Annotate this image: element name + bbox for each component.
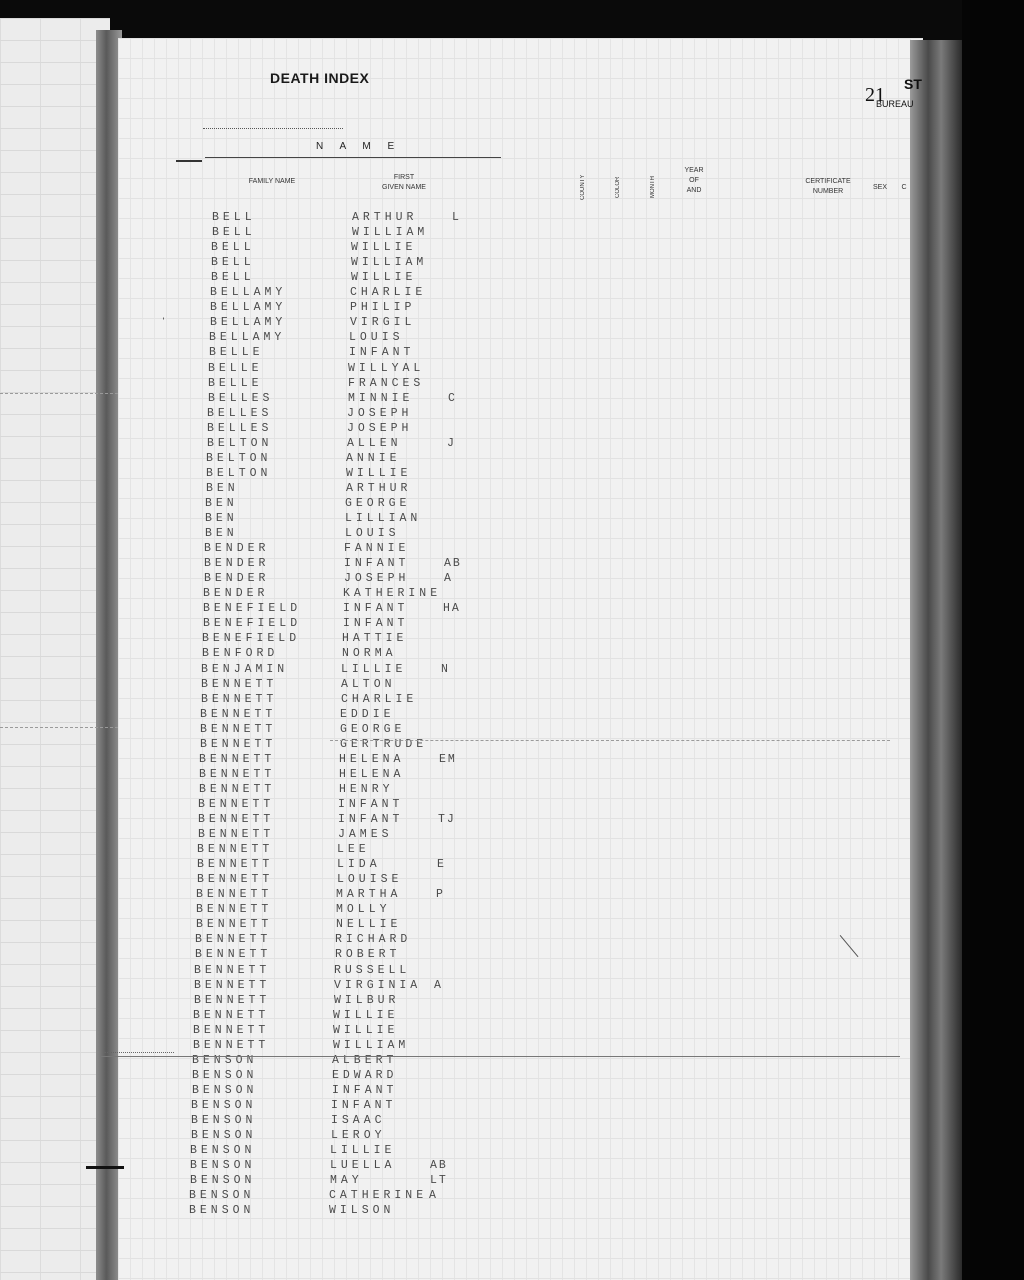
family-name-cell: BELL [212,226,256,240]
given-name-cell: CHARLIE [350,286,427,300]
given-name-cell: CATHERINE [329,1189,428,1203]
table-row [0,1204,900,1218]
table-row [0,407,900,421]
family-name-cell: BENNETT [196,888,273,902]
table-row [0,1159,900,1173]
table-row [0,512,900,526]
given-name-cell: EDWARD [332,1068,398,1082]
given-name-cell: KATHERINE [343,587,442,601]
given-name-cell: LEROY [331,1129,386,1143]
year-header [676,166,712,196]
family-name-cell: BENSON [190,1174,256,1188]
table-row [0,542,900,556]
family-name-cell: BELTON [206,466,272,480]
table-row [0,1099,900,1113]
given-name-cell: GERTRUDE [340,737,428,751]
table-row [0,1129,900,1143]
family-name-cell: BENSON [192,1083,258,1097]
certificate-header-line2: NUMBER [812,188,844,195]
initial-cell: L [452,211,461,224]
given-name-cell: MOLLY [336,903,391,917]
table-row [0,422,900,436]
initial-cell: A [429,1189,438,1203]
table-row [0,768,900,782]
family-name-cell: BENSON [192,1053,258,1067]
family-name-cell: BENNETT [193,1023,270,1037]
film-marker-bar [86,1166,124,1169]
family-name-cell: BENDER [204,557,270,571]
table-row [0,693,900,707]
given-name-cell: WILBUR [334,993,400,1007]
family-name-cell: BENNETT [197,858,274,872]
family-name-cell: BENNETT [197,873,274,887]
given-name-cell: MAY [330,1174,363,1188]
given-name-cell: INFANT [343,617,409,631]
table-row [0,331,900,345]
table-row [0,813,900,827]
family-name-cell: BENSON [191,1129,257,1143]
table-row [0,994,900,1008]
family-name-cell: BENDER [203,587,269,601]
given-name-cell: ALBERT [332,1053,398,1067]
table-row [0,1039,900,1053]
family-name-cell: BELLAMY [210,316,287,330]
family-name-cell: BENDER [204,572,270,586]
given-name-cell: WILLIE [351,271,417,285]
certificate-number-header [790,177,866,197]
family-name-cell: BEN [205,496,238,510]
family-name-cell: BELLAMY [209,331,286,345]
family-name-cell: BENSON [190,1159,256,1173]
family-name-cell: BELLAMY [210,286,287,300]
table-row [0,467,900,481]
month-header: MONTH [650,176,656,198]
given-name-cell: HELENA [339,752,405,766]
table-row [0,948,900,962]
given-name-cell: MARTHA [336,888,402,902]
header-rule [205,157,501,158]
table-row [0,286,900,300]
family-name-cell: BENNETT [201,692,278,706]
table-row [0,241,900,255]
family-name-cell: BENNETT [195,948,272,962]
table-row [0,587,900,601]
table-row [0,678,900,692]
given-name-cell: GEORGE [340,722,406,736]
given-name-cell: VIRGINIA [334,978,422,992]
given-name-cell: ANNIE [346,451,401,465]
given-name-cell: HELENA [339,767,405,781]
family-name-cell: BENNETT [200,737,277,751]
family-name-cell: BENSON [191,1114,257,1127]
family-name-cell: BENDER [204,542,270,556]
family-name-cell: BENNETT [199,752,276,766]
given-name-cell: INFANT [343,602,409,616]
given-name-cell: LILLIAN [345,512,422,525]
given-name-cell: JOSEPH [347,421,413,435]
family-name-cell: BENSON [189,1204,255,1218]
corner-text-st: ST [904,76,922,92]
table-row [0,798,900,812]
page-fold-line [0,393,118,394]
table-row [0,753,900,767]
given-name-cell: VIRGIL [350,316,416,330]
given-name-cell: ALTON [341,677,396,691]
table-row [0,557,900,571]
given-name-cell: RICHARD [335,933,412,947]
table-row [0,873,900,887]
given-name-cell: GEORGE [345,496,411,510]
first-header-line2: GIVEN NAME [382,184,426,191]
given-name-cell: LUELLA [330,1159,396,1173]
family-name-cell: BENJAMIN [201,662,289,676]
family-name-cell: BEN [205,527,238,541]
given-name-cell: INFANT [338,797,404,811]
given-name-cell: WILLIE [351,241,417,255]
initial-cell: A [434,978,443,992]
family-name-cell: BELLE [209,346,264,360]
family-name-cell: BENSON [190,1144,256,1158]
family-name-cell: BENNETT [194,963,271,977]
given-name-cell: LIDA [337,858,381,872]
family-name-cell: BELL [212,211,256,224]
family-name-cell: BENNETT [201,677,278,691]
given-name-cell: WILLIAM [352,226,429,240]
c-header: C [901,184,907,191]
given-name-cell: JOSEPH [347,406,413,420]
family-name-cell: BELL [211,241,255,255]
page-number: 21 [865,84,885,106]
family-name-cell: BENNETT [196,903,273,917]
table-row [0,437,900,451]
table-row [0,918,900,932]
table-row [0,1069,900,1083]
family-name-cell: BELLAMY [210,301,287,315]
certificate-header-line1: CERTIFICATE [805,178,851,185]
table-row [0,602,900,616]
family-name-cell: BENNETT [199,767,276,781]
given-name-cell: ALLEN [347,436,402,450]
initial-cell: E [437,858,446,872]
family-name-cell: BENFORD [202,647,279,661]
initial-cell: TJ [438,813,456,826]
given-name-cell: LILLIE [341,662,407,676]
table-row [0,497,900,511]
page-title: DEATH INDEX [270,70,370,86]
table-row [0,301,900,315]
given-name-cell: LOUIS [345,527,400,541]
initial-cell: C [448,391,457,405]
table-row [0,527,900,541]
table-row [0,482,900,496]
film-border-right [962,0,1024,1280]
family-name-cell: BENNETT [198,797,275,811]
table-row [0,1174,900,1188]
table-row [0,964,900,978]
given-name-cell: ROBERT [335,948,401,962]
given-name-cell: INFANT [338,813,404,826]
table-row [0,1009,900,1023]
family-name-cell: BELL [211,271,255,285]
table-row [0,663,900,677]
table-row [0,211,900,225]
family-name-cell: BENSON [189,1189,255,1203]
table-row [0,888,900,902]
given-name-cell: ARTHUR [352,211,418,224]
table-row [0,708,900,722]
table-row [0,1114,900,1128]
family-name-cell: BELTON [207,436,273,450]
given-name-cell: ARTHUR [346,481,412,495]
ruled-line [330,740,890,741]
given-name-cell: HENRY [339,782,394,796]
family-name-cell: BENSON [191,1098,257,1112]
family-name-cell: BENEFIELD [203,617,302,631]
initial-cell: P [436,888,445,902]
table-row [0,226,900,240]
given-name-cell: WILLIAM [351,256,428,270]
given-name-cell: INFANT [332,1083,398,1097]
header-tick [176,160,202,162]
initial-cell: N [441,662,450,676]
initial-cell: HA [443,602,461,616]
family-name-cell: BELL [211,256,255,270]
given-name-cell: CHARLIE [341,692,418,706]
given-name-cell: LEE [337,843,370,857]
table-row [0,647,900,661]
table-row [0,858,900,872]
table-row [0,903,900,917]
given-name-cell: WILSON [329,1204,395,1218]
family-name-cell: BENNETT [194,993,271,1007]
table-row [0,572,900,586]
table-row [0,1144,900,1158]
table-row [0,346,900,360]
family-name-cell: BENNETT [196,918,273,932]
family-name-cell: BENEFIELD [202,632,301,646]
given-name-cell: WILLYAL [348,361,425,375]
family-name-header: FAMILY NAME [248,178,296,185]
family-name-cell: BELLES [207,406,273,420]
table-row [0,933,900,947]
family-name-cell: BEN [206,481,239,495]
table-row [0,316,900,330]
initial-cell: AB [430,1159,448,1173]
family-name-cell: BENNETT [199,782,276,796]
family-name-cell: BENSON [192,1068,258,1082]
initial-cell: J [447,436,456,450]
given-name-cell: ISAAC [331,1114,386,1127]
given-name-cell: NORMA [342,647,397,661]
year-header-line1: YEAR [684,167,704,174]
family-name-cell: BEN [205,512,238,525]
table-row [0,271,900,285]
given-name-cell: MINNIE [348,391,414,405]
form-note-line [203,128,343,133]
family-name-cell: BELLES [207,421,273,435]
initial-cell: LT [430,1174,448,1188]
given-name-cell: WILLIE [333,1008,399,1022]
table-row [0,392,900,406]
given-name-cell: INFANT [349,346,415,360]
first-given-name-header [368,173,440,193]
initial-cell: AB [444,557,462,571]
family-name-cell: BENNETT [200,707,277,721]
given-name-cell: WILLIAM [333,1038,410,1052]
table-row [0,723,900,737]
given-name-cell: EDDIE [340,707,395,721]
family-name-cell: BELLE [208,361,263,375]
name-group-header: N A M E [316,141,402,152]
table-row [0,362,900,376]
year-header-line2: OF [689,177,699,184]
table-row [0,1189,900,1203]
sex-header: SEX [872,184,887,191]
section-rule [100,1056,900,1057]
given-name-cell: INFANT [344,557,410,571]
given-name-cell: FANNIE [344,542,410,556]
family-name-cell: BENNETT [200,722,277,736]
given-name-cell: FRANCES [348,376,425,390]
table-row [0,828,900,842]
initial-cell: EM [439,752,457,766]
given-name-cell: NELLIE [336,918,402,932]
family-name-cell: BENNETT [195,933,272,947]
given-name-cell: LILLIE [330,1144,396,1158]
right-page-edge [910,40,962,1280]
corner-text-bureau: BUREAU [876,99,914,109]
family-name-cell: BENNETT [193,1008,270,1022]
handwritten-note-mark [104,1052,174,1053]
table-row [0,783,900,797]
first-header-line1: FIRST [393,174,415,181]
table-row [0,843,900,857]
table-row [0,256,900,270]
given-name-cell: LOUIS [349,331,404,345]
family-name-cell: BENEFIELD [203,602,302,616]
family-name-cell: BENNETT [198,828,275,842]
given-name-cell: HATTIE [342,632,408,646]
family-name-cell: BENNETT [197,843,274,857]
table-row [0,1024,900,1038]
table-row [0,377,900,391]
table-row [0,1084,900,1098]
table-row [0,979,900,993]
given-name-cell: LOUISE [337,873,403,887]
table-row [0,617,900,631]
given-name-cell: INFANT [331,1098,397,1112]
county-header: COUNTY [580,174,586,200]
table-row [0,452,900,466]
given-name-cell: JOSEPH [344,572,410,586]
given-name-cell: WILLIE [346,466,412,480]
family-name-cell: BENNETT [198,813,275,826]
given-name-cell: JAMES [338,828,393,842]
given-name-cell: WILLIE [333,1023,399,1037]
family-name-cell: BELLES [208,391,274,405]
given-name-cell: PHILIP [350,301,416,315]
color-header: COLOR [615,176,621,198]
year-header-line3: AND [686,187,702,194]
page-fold-line [0,727,118,728]
given-name-cell: RUSSELL [334,963,411,977]
family-name-cell: BELTON [206,451,272,465]
table-row [0,632,900,646]
initial-cell: A [444,572,453,586]
pencil-tick-mark: ˌ [160,307,168,321]
family-name-cell: BENNETT [194,978,271,992]
family-name-cell: BELLE [208,376,263,390]
family-name-cell: BENNETT [193,1038,270,1052]
